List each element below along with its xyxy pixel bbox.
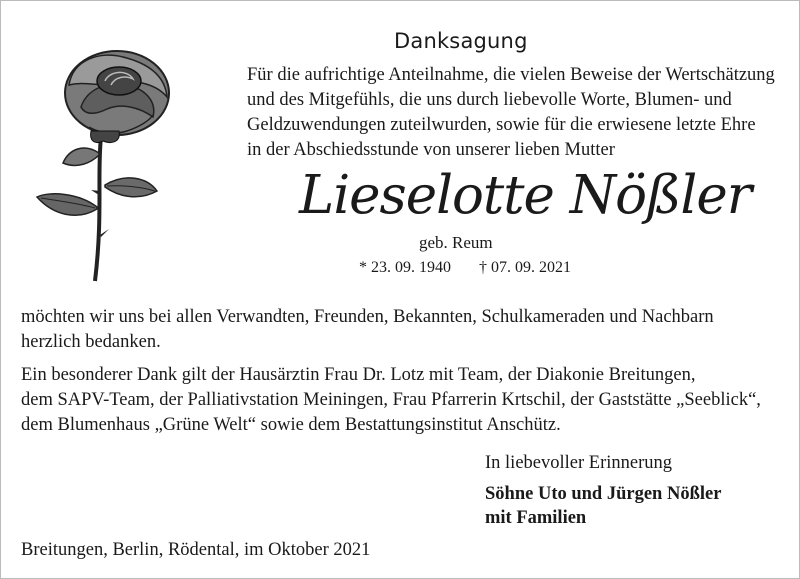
thanks-line: herzlich bedanken. [21,332,161,352]
signer-line: Söhne Uto und Jürgen Nößler [485,484,722,504]
notice-title: Danksagung [394,29,528,53]
death-date: † 07. 09. 2021 [479,259,571,276]
deceased-name: Lieselotte Nößler [299,165,752,226]
intro-line: Geldzuwendungen zuteilwurden, sowie für die erwiesene letzte Ehre [247,115,756,135]
signers [485,482,721,530]
rose-icon [29,45,179,285]
intro-line: in der Abschiedsstunde von unserer lieben Mutter [247,140,615,160]
birth-name: geb. Reum [419,233,493,252]
special-thanks-line: dem Blumenhaus „Grüne Welt“ sowie dem Bestattungsinstitut Anschütz. [21,415,561,435]
birth-date: * 23. 09. 1940 [359,259,451,276]
special-thanks-text [21,363,791,438]
intro-line: Für die aufrichtige Anteilnahme, die vielen Beweise der Wertschätzung [247,65,775,85]
thanks-line: möchten wir uns bei allen Verwandten, Freunden, Bekannten, Schulkameraden und Nachbarn [21,307,714,327]
life-dates [359,259,599,277]
special-thanks-line: dem SAPV-Team, der Palliativstation Meiningen, Frau Pfarrerin Krtschil, der Gaststätte „Seeblick“, [21,390,761,410]
intro-text [247,63,787,163]
intro-line: und des Mitgefühls, die uns durch liebevolle Worte, Blumen- und [247,90,732,110]
signer-line: mit Familien [485,508,587,528]
thanks-text [21,305,781,355]
place-date: Breitungen, Berlin, Rödental, im Oktober 2021 [21,540,371,560]
remembrance-line: In liebevoller Erinnerung [485,453,672,473]
special-thanks-line: Ein besonderer Dank gilt der Hausärztin Frau Dr. Lotz mit Team, der Diakonie Breitungen, [21,365,696,385]
